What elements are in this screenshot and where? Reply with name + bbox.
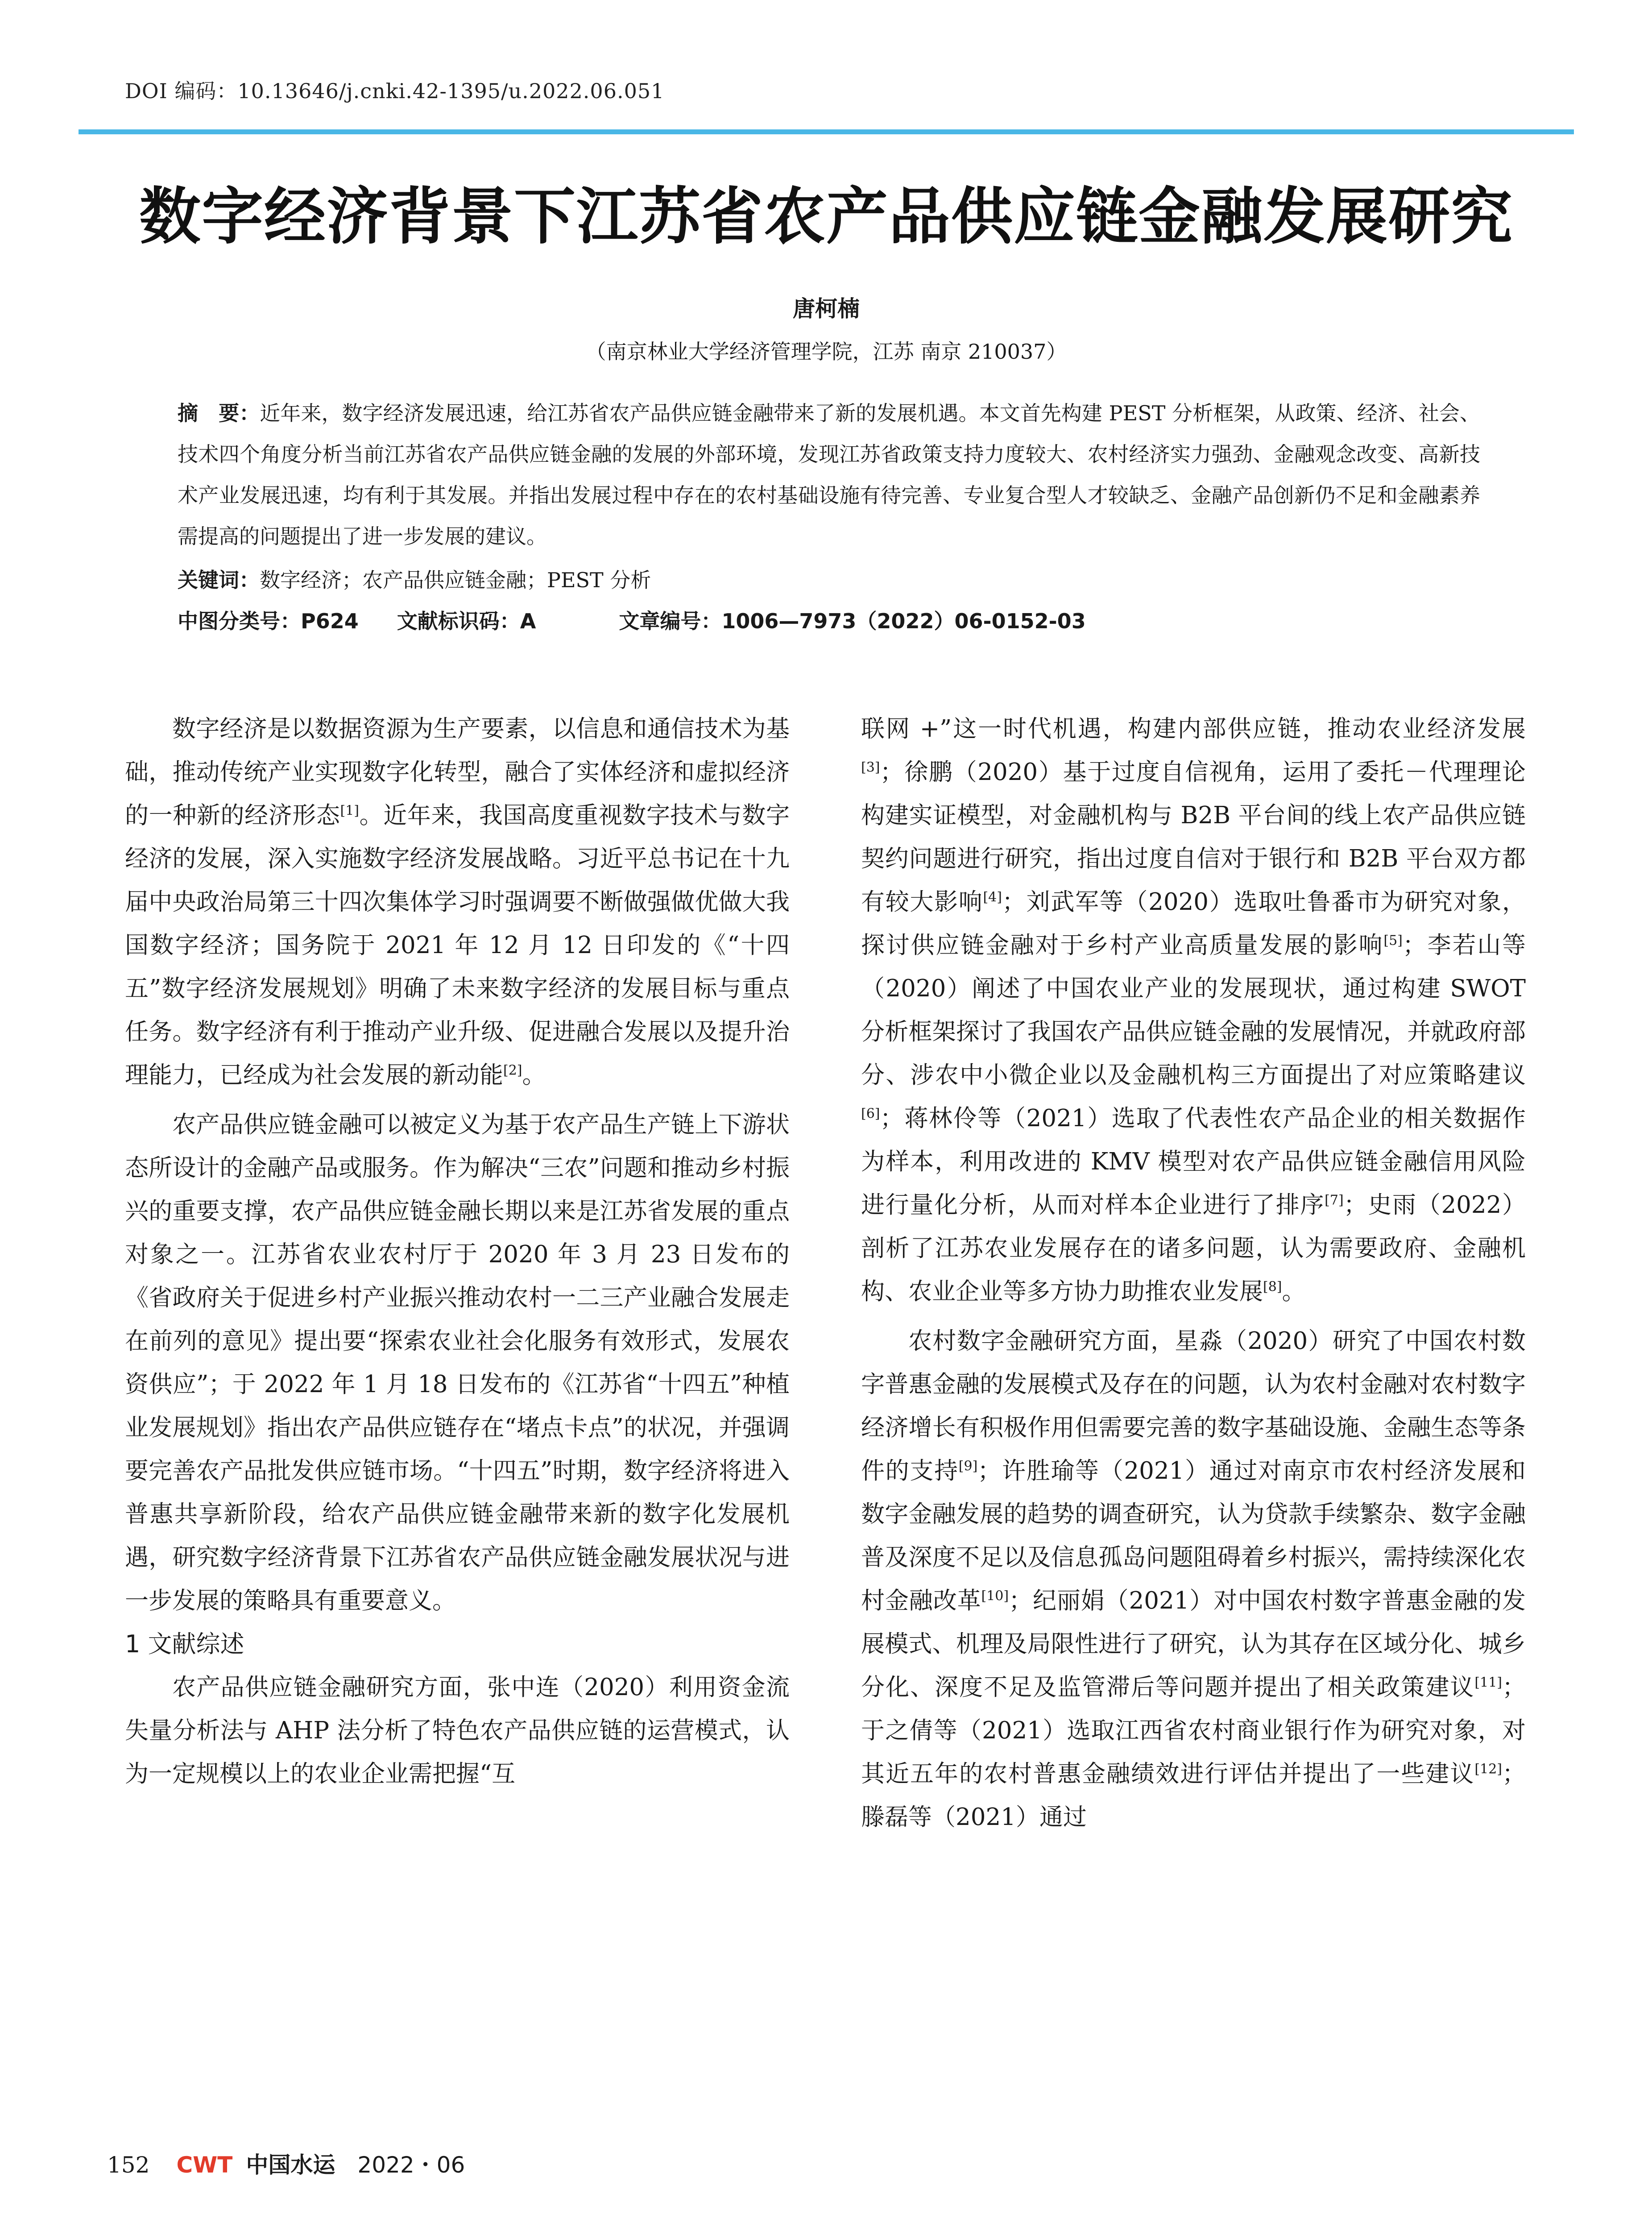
document-code: 文献标识码：A [397,609,536,633]
citation: [11] [1474,1675,1502,1691]
doi-code: DOI 编码：10.13646/j.cnki.42-1395/u.2022.06.051 [125,79,665,103]
classification-row [178,608,1480,634]
paragraph: 数字经济是以数据资源为生产要素，以信息和通信技术为基础，推动传统产业实现数字化转型，融合了实体经济和虚拟经济的一种新的经济形态[1]。近年来，我国高度重视数字技术与数字经济的发展，深入实施数字经济发展战略。习近平总书记在十九届中央政治局第三十四次集体学习时强调要不断做强做优做大我国数字经济；国务院于 2021 年 12 月 12 日印发的《“十四五”数字经济发展规划》明确了未来数字经济的发展目标与重点任务。数字经济有利于推动产业升级、促进融合发展以及提升治理能力，已经成为社会发展的新动能[2]。 [125,715,790,1089]
header-rule [79,129,1574,134]
citation: [9] [958,1458,978,1474]
citation: [2] [503,1062,522,1078]
author-affiliation: （南京林业大学经济管理学院，江苏 南京 210037） [585,340,1067,364]
paragraph: 农产品供应链金融研究方面，张中连（2020）利用资金流失量分析法与 AHP 法分析了特色农产品供应链的运营模式，认为一定规模以上的农业企业需把握“互 [125,1674,790,1787]
page-footer [107,2147,465,2179]
abstract-label: 摘 要： [178,401,260,425]
body-left-column [125,707,790,1796]
citation: [3] [861,759,880,775]
abstract [178,393,1480,557]
citation: [12] [1474,1761,1502,1777]
page-number: 152 [107,2152,150,2178]
clc-number: 中图分类号：P624 [178,609,359,633]
article-title: 数字经济背景下江苏省农产品供应链金融发展研究 [139,181,1513,253]
body-right-column [861,707,1526,1839]
citation: [5] [1383,933,1403,949]
journal-issue: 2022・06 [357,2152,465,2178]
article-number: 文章编号：1006—7973（2022）06-0152-03 [619,609,1086,633]
citation: [8] [1263,1279,1282,1295]
keywords [178,567,1480,593]
journal-name: 中国水运 [246,2152,335,2178]
paragraph: 农产品供应链金融可以被定义为基于农产品生产链上下游状态所设计的金融产品或服务。作为解决“三农”问题和推动乡村振兴的重要支撑，农产品供应链金融长期以来是江苏省发展的重点对象之一。江苏省农业农村厅于 2020 年 3 月 23 日发布的《省政府关于促进乡村产业振兴推动农村一二三产业融合发展走在前列的意见》提出要“探索农业社会化服务有效形式，发展农资供应”；于 2022 年 1 月 18 日发布的《江苏省“十四五”种植业发展规划》指出农产品供应链存在“堵点卡点”的状况，并强调要完善农产品批发供应链市场。“十四五”时期，数字经济将进入普惠共享新阶段，给农产品供应链金融带来新的数字化发展机遇，研究数字经济背景下江苏省农产品供应链金融发展状况与进一步发展的策略具有重要意义。 [125,1111,790,1614]
section-heading: 1 文献综述 [125,1630,244,1658]
author-name: 唐柯楠 [793,296,860,322]
citation: [7] [1325,1192,1344,1208]
abstract-text: 近年来，数字经济发展迅速，给江苏省农产品供应链金融带来了新的发展机遇。本文首先构建 PEST 分析框架，从政策、经济、社会、技术四个角度分析当前江苏省农产品供应链金融的发展的外部环境，发现江苏省政策支持力度较大、农村经济实力强劲、金融观念改变、高新技术产业发展迅速，均有利于其发展。并指出发展过程中存在的农村基础设施有待完善、专业复合型人才较缺乏、金融产品创新仍不足和金融素养需提高的问题提出了进一步发展的建议。 [178,401,1481,548]
journal-logo: CWT [176,2152,233,2178]
citation: [1] [340,803,359,819]
citation: [10] [981,1588,1009,1604]
keywords-label: 关键词： [178,568,260,592]
paragraph: 农村数字金融研究方面，星淼（2020）研究了中国农村数字普惠金融的发展模式及存在的问题，认为农村金融对农村数字经济增长有积极作用但需要完善的数字基础设施、金融生态等条件的支持[9]；许胜瑜等（2021）通过对南京市农村经济发展和数字金融发展的趋势的调查研究，认为贷款手续繁杂、数字金融普及深度不足以及信息孤岛问题阻碍着乡村振兴，需持续深化农村金融改革[10]；纪丽娟（2021）对中国农村数字普惠金融的发展模式、机理及局限性进行了研究，认为其存在区域分化、城乡分化、深度不足及监管滞后等问题并提出了相关政策建议[11]；于之倩等（2021）选取江西省农村商业银行作为研究对象，对其近五年的农村普惠金融绩效进行评估并提出了一些建议[12]；滕磊等（2021）通过 [861,1327,1526,1831]
keywords-text: 数字经济；农产品供应链金融；PEST 分析 [260,568,651,592]
paragraph: 联网 +”这一时代机遇，构建内部供应链，推动农业经济发展[3]；徐鹏（2020）基于过度自信视角，运用了委托－代理理论构建实证模型，对金融机构与 B2B 平台间的线上农产品供应链契约问题进行研究，指出过度自信对于银行和 B2B 平台双方都有较大影响[4]；刘武军等（2020）选取吐鲁番市为研究对象，探讨供应链金融对于乡村产业高质量发展的影响[5]；李若山等（2020）阐述了中国农业产业的发展现状，通过构建 SWOT 分析框架探讨了我国农产品供应链金融的发展情况，并就政府部分、涉农中小微企业以及金融机构三方面提出了对应策略建议[6]；蒋林伶等（2021）选取了代表性农产品企业的相关数据作为样本，利用改进的 KMV 模型对农产品供应链金融信用风险进行量化分析，从而对样本企业进行了排序[7]；史雨（2022）剖析了江苏农业发展存在的诸多问题，认为需要政府、金融机构、农业企业等多方协力助推农业发展[8]。 [861,715,1526,1305]
citation: [4] [983,889,1002,905]
citation: [6] [861,1106,880,1122]
